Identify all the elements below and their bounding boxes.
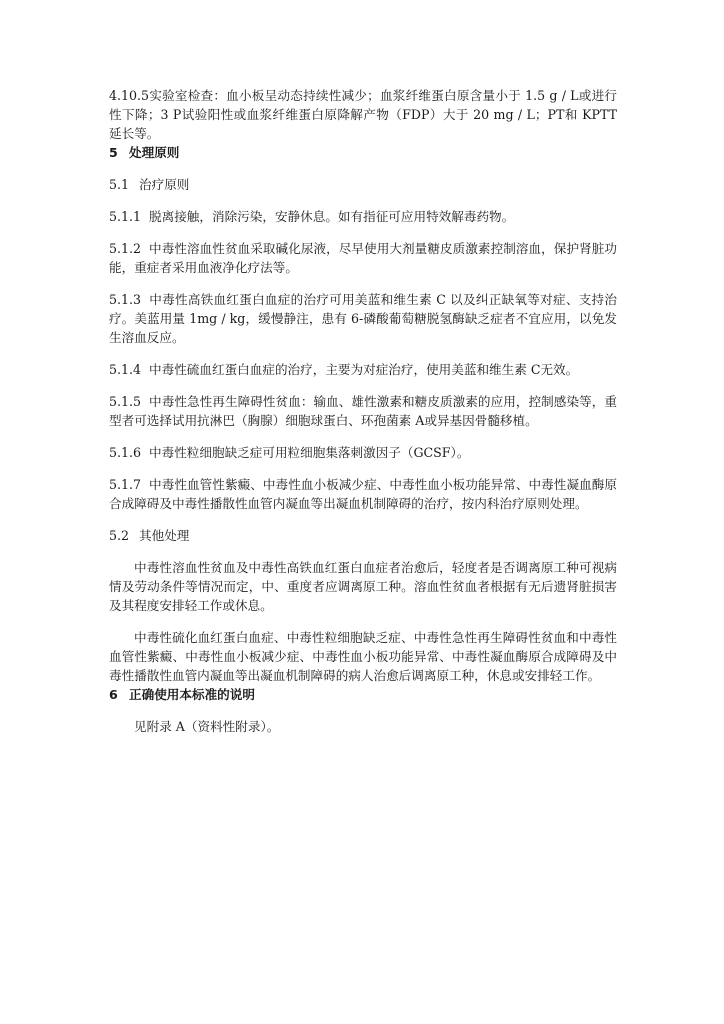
clause-5-1-7 — [109, 475, 617, 513]
paragraph-4-10-5 — [109, 86, 617, 143]
clause-number: 5.1.3 — [109, 292, 142, 307]
clause-5-1-4 — [109, 360, 617, 379]
clause-text: 中毒性血管性紫癜、中毒性血小板减少症、中毒性血小板功能异常、中毒性凝血酶原合成障碍及中毒性播散性血管内凝血等出凝血机制障碍的治疗，按内科治疗原则处理。 — [109, 477, 617, 511]
section-title: 处理原则 — [129, 145, 180, 160]
section-5-2-heading — [109, 526, 617, 545]
clause-text: 中毒性急性再生障碍性贫血：输血、雄性激素和糖皮质激素的应用，控制感染等，重型者可选择试用抗淋巴（胸腺）细胞球蛋白、环孢菌素 A或异基因骨髓移植。 — [109, 394, 617, 428]
clause-number: 5.1.6 — [109, 445, 142, 460]
clause-5-1-1 — [109, 207, 617, 226]
clause-number: 5.1.4 — [109, 362, 142, 377]
clause-text: 中毒性粒细胞缺乏症可用粒细胞集落刺激因子（GCSF）。 — [149, 445, 470, 460]
clause-5-1-6 — [109, 443, 617, 462]
clause-text: 中毒性高铁血红蛋白血症的治疗可用美蓝和维生素 C 以及纠正缺氧等对症、支持治疗。美蓝用量 1mg / kg，缓慢静注，患有 6-磷酸葡萄糖脱氢酶缺乏症者不宜应用，以免发生溶血反应。 — [109, 292, 617, 345]
clause-number: 5.1.2 — [109, 241, 142, 256]
clause-number: 5.1.1 — [109, 209, 142, 224]
clause-number: 4.10.5 — [109, 88, 150, 103]
section-5-1-heading — [109, 175, 617, 194]
clause-text: 实验室检查：血小板呈动态持续性减少；血浆纤维蛋白原含量小于 1.5 g / L或进行性下降；3 P试验阳性或血浆纤维蛋白原降解产物（FDP）大于 20 mg / L；PT和 KPTT延长等。 — [109, 88, 617, 141]
clause-text: 中毒性溶血性贫血采取碱化尿液，尽早使用大剂量糖皮质激素控制溶血，保护肾脏功能，重症者采用血液净化疗法等。 — [109, 241, 617, 275]
clause-number: 5.1.7 — [109, 477, 142, 492]
clause-text: 脱离接触，消除污染，安静休息。如有指征可应用特效解毒药物。 — [149, 209, 515, 224]
section-5-heading — [109, 143, 617, 162]
section-5-2-paragraph: 中毒性溶血性贫血及中毒性高铁血红蛋白血症者治愈后，轻度者是否调离原工种可视病情及劳动条件等情况而定，中、重度者应调离原工种。溶血性贫血者根据有无后遗肾脏损害及其程度安排轻工作或休息。 — [109, 560, 617, 613]
section-5-2-paragraph: 中毒性硫化血红蛋白血症、中毒性粒细胞缺乏症、中毒性急性再生障碍性贫血和中毒性血管性紫癜、中毒性血小板减少症、中毒性血小板功能异常、中毒性凝血酶原合成障碍及中毒性播散性血管内凝血等出凝血机制障碍的病人治愈后调离原工种，休息或安排轻工作。 — [109, 630, 617, 683]
section-6-text: 见附录 A（资料性附录）。 — [134, 719, 280, 734]
document-body — [109, 86, 617, 736]
clause-text: 中毒性硫血红蛋白血症的治疗，主要为对症治疗，使用美蓝和维生素 C无效。 — [149, 362, 579, 377]
clause-5-1-3 — [109, 290, 617, 347]
section-title: 其他处理 — [139, 528, 190, 543]
section-number: 5.2 — [109, 528, 130, 543]
clause-number: 5.1.5 — [109, 394, 142, 409]
section-title: 正确使用本标准的说明 — [129, 687, 255, 702]
section-number: 5.1 — [109, 177, 130, 192]
clause-5-1-2 — [109, 239, 617, 277]
section-title: 治疗原则 — [139, 177, 190, 192]
section-6-heading — [109, 685, 617, 704]
section-number: 5 — [109, 145, 118, 160]
clause-5-1-5 — [109, 392, 617, 430]
section-number: 6 — [109, 687, 118, 702]
